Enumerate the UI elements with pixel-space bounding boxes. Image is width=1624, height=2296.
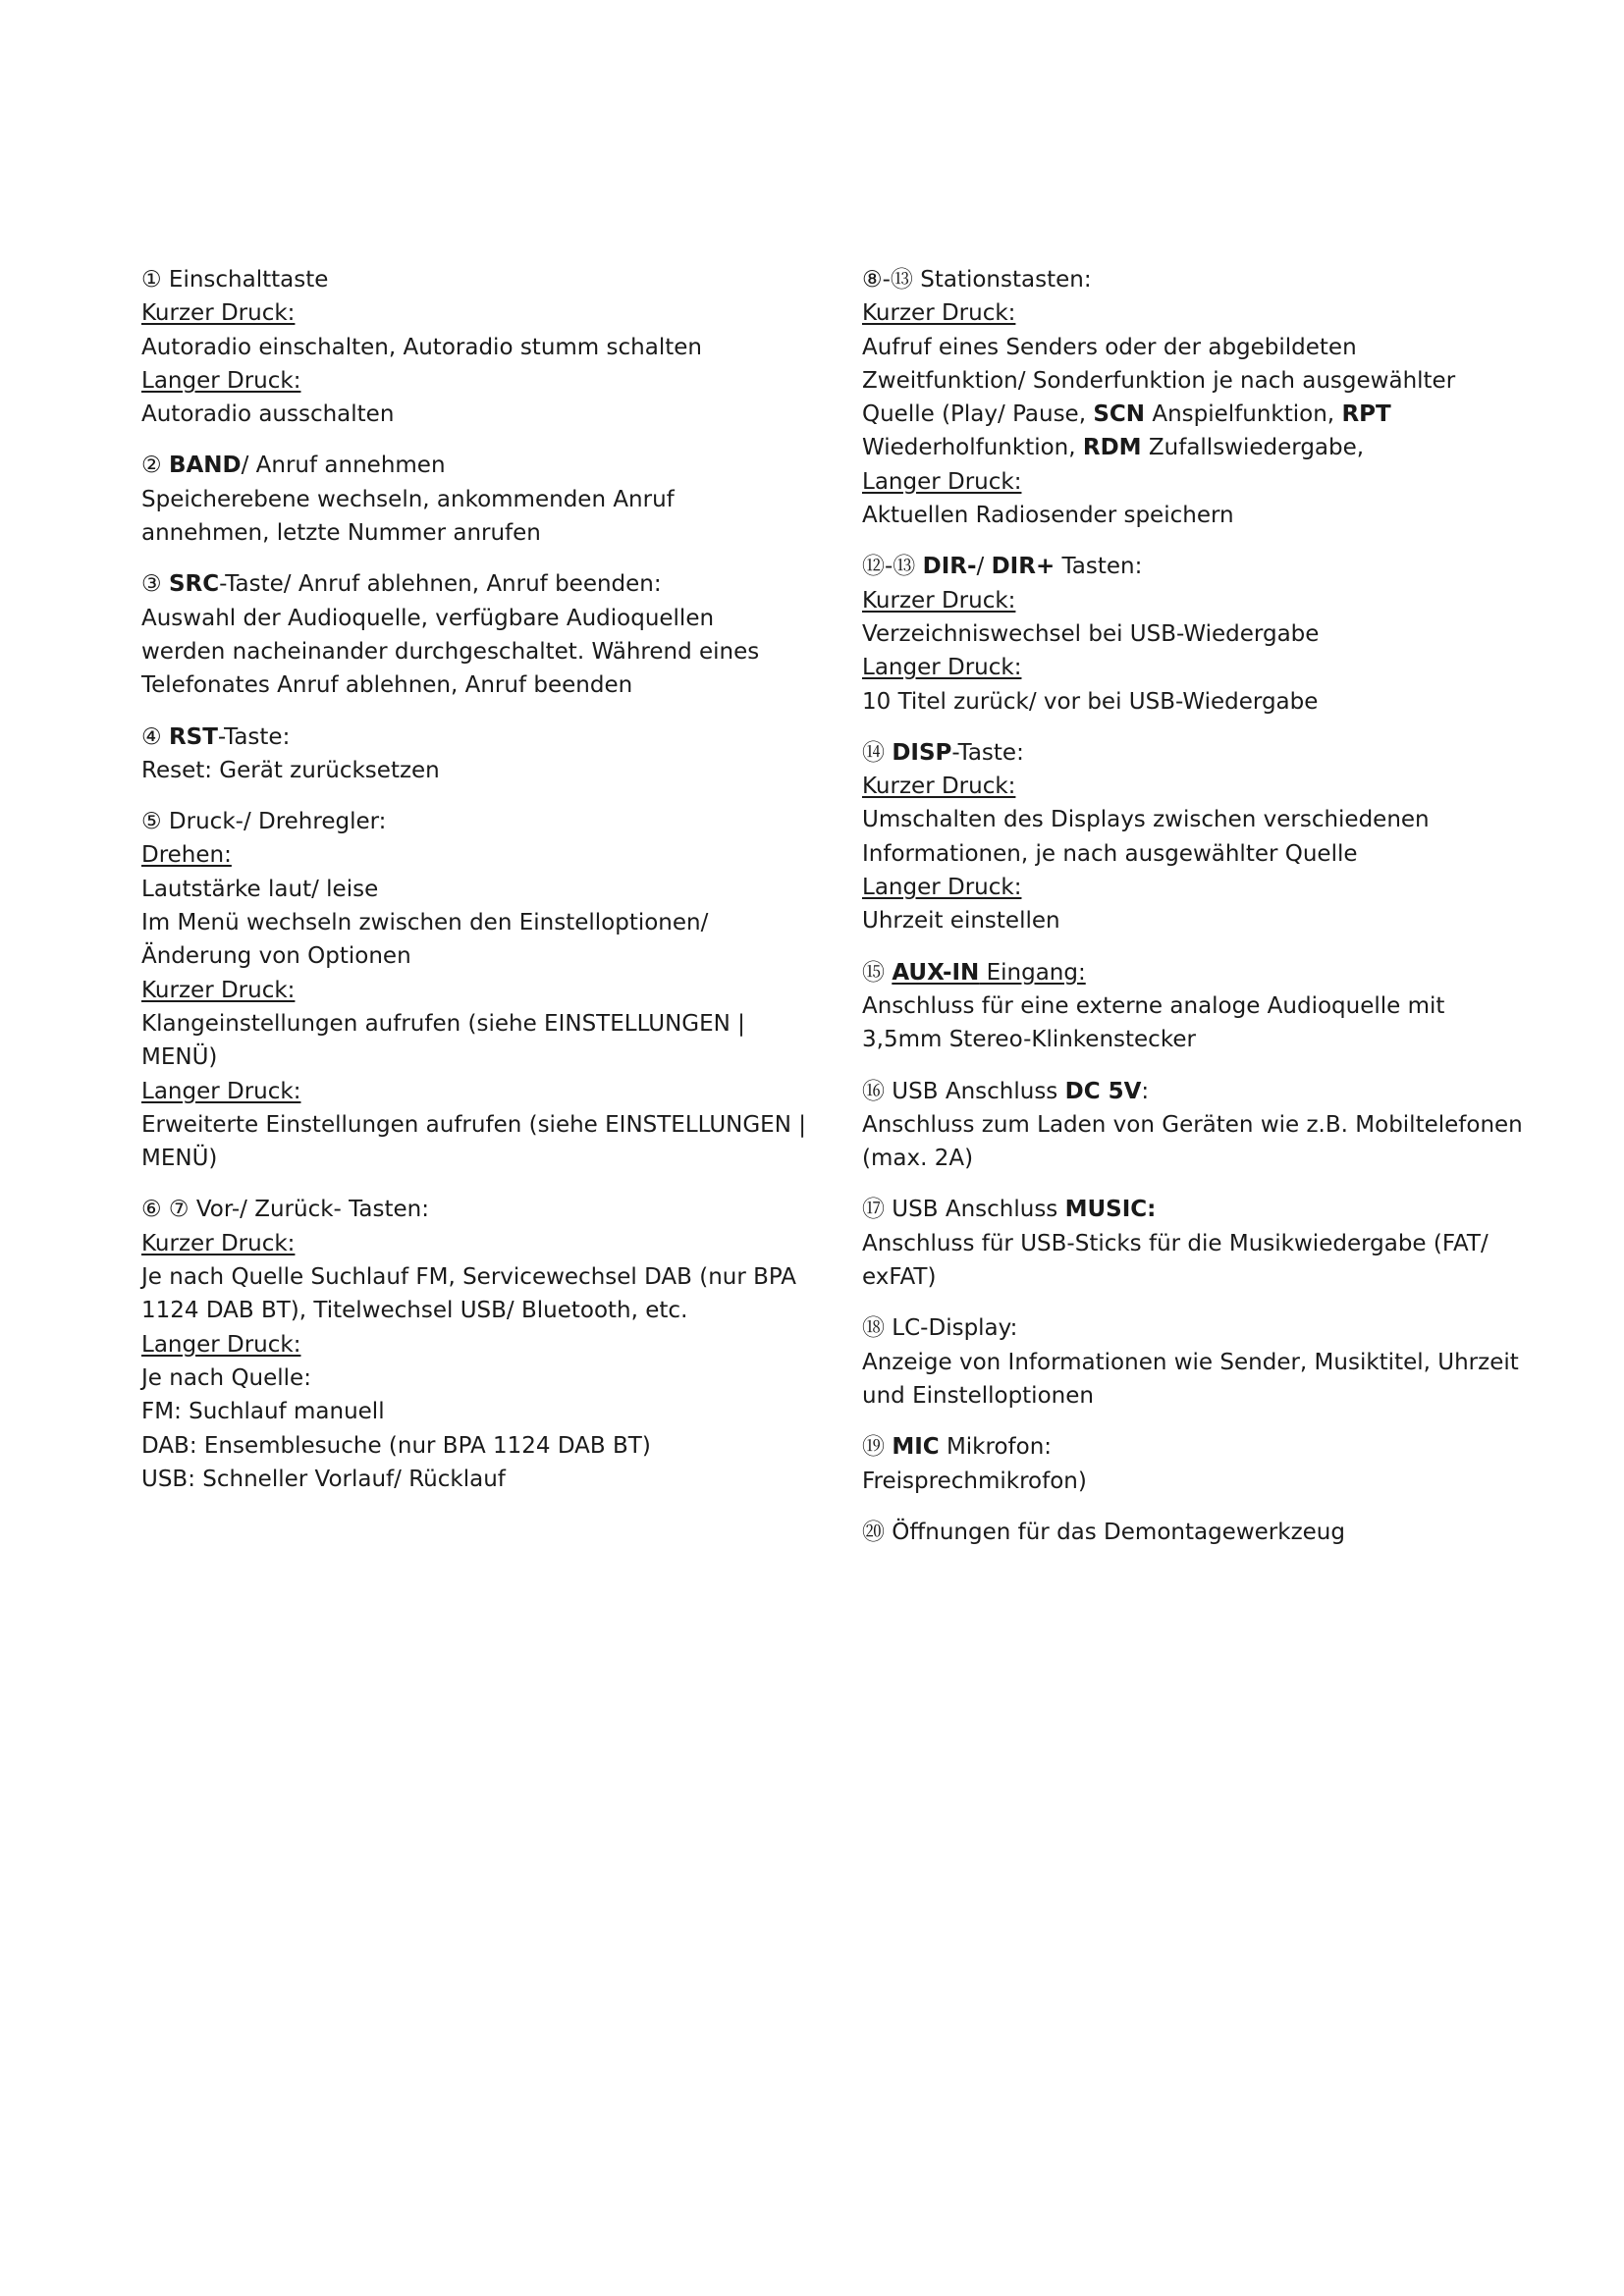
section-line (862, 837, 1510, 871)
section-line (141, 906, 780, 939)
bold-term: SRC (168, 571, 220, 598)
section-line (141, 1328, 780, 1362)
text-run: ⑱ LC-Display: (862, 1315, 1018, 1342)
manual-section (862, 1311, 1519, 1413)
underlined-label: AUX-IN (892, 959, 980, 986)
bold-term: DIR+ (991, 554, 1056, 580)
manual-section (141, 449, 780, 550)
text-run: FM: Suchlauf manuell (141, 1399, 385, 1425)
section-line (141, 838, 780, 872)
section-line (141, 635, 780, 668)
text-run: Aufruf eines Senders oder der abgebildeten (862, 334, 1357, 360)
manual-section (141, 263, 780, 431)
text-run: Mikrofon: (939, 1434, 1053, 1461)
section-line (862, 1023, 1510, 1056)
text-run: Je nach Quelle: (141, 1364, 311, 1391)
text-run: Anschluss für eine externe analoge Audioquelle mit (862, 992, 1445, 1019)
section-title (141, 449, 780, 482)
section-line (862, 617, 1510, 651)
text-run: (max. 2A) (862, 1146, 974, 1172)
text-run: Freisprechmikrofon) (862, 1468, 1087, 1494)
text-run: Auswahl der Audioquelle, verfügbare Audioquellen (141, 605, 715, 631)
section-title (862, 1516, 1510, 1549)
bold-term: RST (168, 723, 218, 750)
section-title (141, 721, 780, 754)
section-title (141, 567, 780, 601)
section-line (141, 516, 780, 550)
underlined-label: Kurzer Druck: (862, 774, 1016, 800)
text-run: Änderung von Optionen (141, 943, 411, 970)
text-run: annehmen, letzte Nummer anrufen (141, 520, 541, 547)
section-line (862, 331, 1510, 364)
text-run: Uhrzeit einstellen (862, 908, 1060, 934)
section-line (141, 483, 780, 516)
section-line (141, 364, 780, 398)
text-run: : (1141, 1078, 1150, 1104)
section-line (862, 803, 1510, 836)
manual-section (862, 550, 1510, 718)
underlined-label: Langer Druck: (141, 367, 301, 394)
section-line (862, 398, 1510, 431)
left-column (141, 263, 806, 1514)
text-run: ⑥ ⑦ Vor-/ Zurück- Tasten: (141, 1197, 429, 1223)
section-line (141, 602, 780, 635)
text-run: ⑫-⑬ (862, 554, 923, 580)
text-run: Verzeichniswechsel bei USB-Wiedergabe (862, 620, 1320, 647)
text-run: Informationen, je nach ausgewählter Quelle (862, 840, 1358, 867)
section-line (862, 499, 1510, 532)
text-run: ② (141, 453, 169, 479)
underlined-label: Eingang: (979, 959, 1086, 986)
text-run: Speicherebene wechseln, ankommenden Anruf (141, 486, 675, 512)
section-line (141, 1395, 780, 1428)
section-line (862, 465, 1510, 499)
text-run: -Taste: (951, 739, 1024, 766)
section-line (141, 873, 780, 906)
text-run: Tasten: (1055, 554, 1143, 580)
section-line (141, 1227, 780, 1260)
section-title (862, 1311, 1510, 1345)
section-line (862, 1260, 1510, 1294)
text-run: 10 Titel zurück/ vor bei USB-Wiedergabe (862, 688, 1319, 715)
text-run: Im Menü wechseln zwischen den Einstelloptionen/ (141, 910, 709, 936)
section-line (862, 296, 1510, 330)
underlined-label: Langer Druck: (141, 1331, 301, 1358)
section-line (862, 1108, 1523, 1142)
underlined-label: Langer Druck: (141, 1078, 301, 1104)
section-line (141, 1429, 780, 1463)
section-line (141, 1075, 780, 1108)
bold-term: BAND (168, 453, 242, 479)
section-line (141, 1041, 780, 1074)
section-title (862, 1430, 1510, 1464)
section-title (862, 956, 1510, 989)
text-run: werden nacheinander durchgeschaltet. Während eines (141, 638, 760, 665)
text-run: 3,5mm Stereo-Klinkenstecker (862, 1027, 1196, 1053)
section-title (141, 263, 780, 296)
text-run: -Taste: (217, 723, 291, 750)
bold-term: RDM (1082, 435, 1142, 461)
text-run: Telefonates Anruf ablehnen, Anruf beenden (141, 672, 633, 699)
bold-term: MIC (892, 1434, 940, 1461)
section-line (862, 1227, 1510, 1260)
section-line (141, 1362, 780, 1395)
underlined-label: Kurzer Druck: (141, 300, 296, 327)
section-line (862, 364, 1510, 398)
manual-section (862, 263, 1510, 532)
underlined-label: Kurzer Druck: (862, 300, 1016, 327)
text-run: Anschluss für USB-Sticks für die Musikwiedergabe (FAT/ (862, 1230, 1489, 1256)
section-line (862, 1142, 1510, 1175)
text-run: Zufallswiedergabe, (1141, 435, 1365, 461)
text-run: MENÜ) (141, 1044, 218, 1071)
section-title (141, 805, 780, 838)
section-line (862, 871, 1510, 904)
underlined-label: Drehen: (141, 842, 232, 869)
section-line (141, 1007, 780, 1041)
section-line (141, 1463, 780, 1496)
text-run: und Einstelloptionen (862, 1382, 1094, 1409)
text-run: ⑮ (862, 959, 893, 986)
bold-term: DC 5V (1064, 1078, 1142, 1104)
section-line (862, 904, 1510, 937)
underlined-label: Langer Druck: (862, 875, 1022, 901)
manual-section (141, 567, 780, 702)
text-run: Reset: Gerät zurücksetzen (141, 757, 440, 783)
underlined-label: Kurzer Druck: (141, 1230, 296, 1256)
text-run: -Taste/ Anruf ablehnen, Anruf beenden: (219, 571, 662, 598)
section-line (141, 1142, 780, 1175)
section-line (862, 431, 1510, 464)
section-title (862, 1075, 1510, 1108)
section-line (862, 685, 1510, 719)
text-run: ⑤ Druck-/ Drehregler: (141, 809, 387, 835)
underlined-label: Langer Druck: (862, 655, 1022, 681)
section-line (862, 1465, 1510, 1498)
text-run: ⑧-⑬ Stationstasten: (862, 267, 1092, 293)
text-run: 1124 DAB BT), Titelwechsel USB/ Bluetooth, etc. (141, 1298, 688, 1324)
text-run: Je nach Quelle Suchlauf FM, Servicewechsel DAB (nur BPA (141, 1264, 797, 1291)
section-line (141, 974, 780, 1007)
underlined-label: Kurzer Druck: (862, 587, 1016, 614)
section-line (141, 1260, 797, 1294)
text-run: Umschalten des Displays zwischen verschiedenen (862, 807, 1430, 833)
text-run: exFAT) (862, 1264, 937, 1291)
text-run: Anzeige von Informationen wie Sender, Musiktitel, Uhrzeit (862, 1349, 1519, 1375)
text-run: ⑰ USB Anschluss (862, 1197, 1065, 1223)
section-line (862, 584, 1510, 617)
manual-section (141, 805, 806, 1175)
text-run: ⑲ (862, 1434, 893, 1461)
section-line (141, 1108, 806, 1142)
text-run: USB: Schneller Vorlauf/ Rücklauf (141, 1466, 506, 1492)
text-run: ⑯ USB Anschluss (862, 1078, 1065, 1104)
text-run: Aktuellen Radiosender speichern (862, 503, 1234, 529)
text-run: DAB: Ensemblesuche (nur BPA 1124 DAB BT) (141, 1432, 651, 1459)
text-run: ⑳ Öffnungen für das Demontagewerkzeug (862, 1519, 1345, 1545)
bold-term: SCN (1093, 401, 1146, 428)
bold-term: RPT (1341, 401, 1391, 428)
bold-term: MUSIC: (1064, 1197, 1157, 1223)
section-line (141, 331, 780, 364)
section-line (862, 651, 1510, 684)
text-run: Autoradio einschalten, Autoradio stumm schalten (141, 334, 702, 360)
bold-term: DIR- (922, 554, 977, 580)
section-line (141, 668, 780, 702)
text-run: ③ (141, 571, 169, 598)
underlined-label: Langer Druck: (862, 468, 1022, 495)
section-title (862, 550, 1510, 583)
section-line (141, 398, 780, 431)
text-run: / (976, 554, 992, 580)
text-run: ④ (141, 723, 169, 750)
section-line (141, 1294, 780, 1327)
section-title (141, 1193, 780, 1226)
section-line (141, 939, 780, 973)
manual-section (862, 956, 1510, 1057)
text-run: ⑭ (862, 739, 893, 766)
text-run: / Anruf annehmen (241, 453, 446, 479)
text-run: MENÜ) (141, 1146, 218, 1172)
manual-section (141, 1193, 797, 1496)
text-run: Anspielfunktion, (1145, 401, 1342, 428)
text-run: Klangeinstellungen aufrufen (siehe EINSTELLUNGEN | (141, 1010, 745, 1037)
right-column (862, 263, 1523, 1567)
text-run: Zweitfunktion/ Sonderfunktion je nach ausgewählter (862, 367, 1456, 394)
section-title (862, 736, 1510, 770)
text-run: ① Einschalttaste (141, 267, 329, 293)
section-line (862, 1379, 1510, 1413)
manual-section (862, 1075, 1523, 1176)
text-run: Wiederholfunktion, (862, 435, 1083, 461)
section-line (141, 754, 780, 787)
section-line (862, 770, 1510, 803)
section-line (141, 296, 780, 330)
text-run: Autoradio ausschalten (141, 401, 395, 428)
underlined-label: Kurzer Druck: (141, 977, 296, 1003)
text-run: Erweiterte Einstellungen aufrufen (siehe EINSTELLUNGEN | (141, 1111, 806, 1138)
section-title (862, 263, 1510, 296)
manual-section (862, 1430, 1510, 1498)
section-title (862, 1193, 1510, 1226)
manual-section (862, 1516, 1510, 1549)
section-line (862, 1346, 1519, 1379)
text-run: Quelle (Play/ Pause, (862, 401, 1094, 428)
manual-section (862, 1193, 1510, 1294)
manual-section (862, 736, 1510, 938)
text-run: Anschluss zum Laden von Geräten wie z.B. Mobiltelefonen (862, 1111, 1523, 1138)
manual-section (141, 721, 780, 788)
section-line (862, 989, 1510, 1023)
bold-term: DISP (892, 739, 952, 766)
text-run: Lautstärke laut/ leise (141, 876, 379, 902)
